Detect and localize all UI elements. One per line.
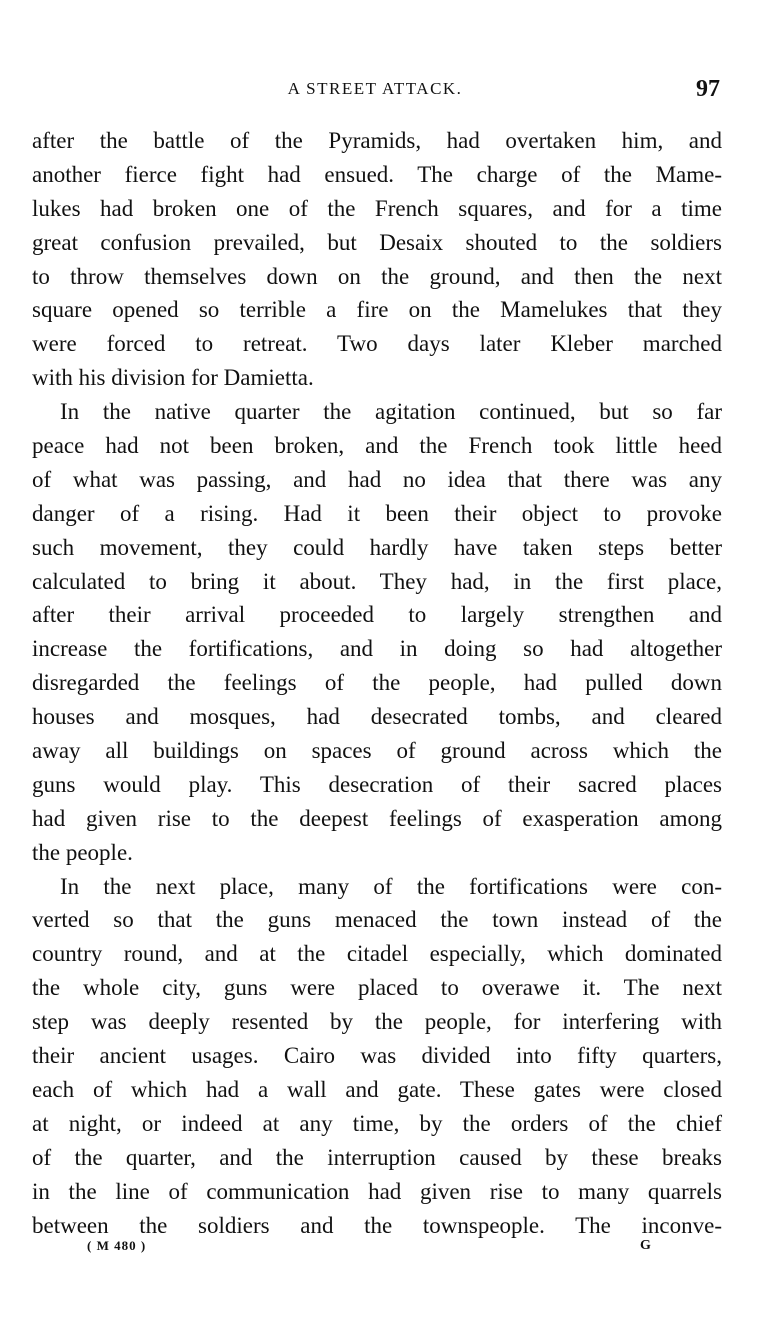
text-line: guns would play. This desecration of their sacred places — [32, 771, 722, 797]
printer-signature-mark: ( M 480 ) — [87, 1238, 147, 1253]
text-line: calculated to bring it about. They had, in the first place, — [32, 568, 722, 594]
text-line: another fierce fight had ensued. The charge of the Mame- — [32, 161, 722, 187]
text-line: In the native quarter the agitation continued, but so far — [60, 399, 722, 425]
text-line: after their arrival proceeded to largely strengthen and — [32, 602, 722, 628]
text-line: houses and mosques, had desecrated tombs, and cleared — [32, 704, 722, 730]
text-line: danger of a rising. Had it been their object to provoke — [32, 500, 722, 526]
text-line: to throw themselves down on the ground, and then the next — [32, 263, 722, 289]
text-line: in the line of communication had given rise to many quarrels — [32, 1178, 722, 1204]
text-line: step was deeply resented by the people, for interfering with — [32, 1009, 722, 1035]
text-line: were forced to retreat. Two days later Kleber marched — [32, 331, 722, 357]
text-line: after the battle of the Pyramids, had overtaken him, and — [32, 128, 722, 153]
running-head: A STREET ATTACK. — [287, 79, 463, 98]
page-footer — [32, 1238, 722, 1258]
text-line: away all buildings on spaces of ground across which the — [32, 738, 722, 764]
text-line: of what was passing, and had no idea that there was any — [32, 466, 722, 492]
text-line: disregarded the feelings of the people, had pulled down — [32, 670, 722, 696]
text-line: square opened so terrible a fire on the Mamelukes that they — [32, 297, 722, 323]
text-line: between the soldiers and the townspeople. The inconve- — [32, 1212, 722, 1238]
text-line: In the next place, many of the fortifications were con- — [60, 873, 722, 899]
text-line: great confusion prevailed, but Desaix shouted to the soldiers — [32, 229, 722, 255]
text-line: country round, and at the citadel especially, which dominated — [32, 941, 722, 967]
text-line: the whole city, guns were placed to overawe it. The next — [32, 975, 722, 1001]
page-number: 97 — [696, 76, 720, 102]
body-text — [32, 124, 722, 1242]
text-line: with his division for Damietta. — [32, 365, 314, 391]
text-line: had given rise to the deepest feelings of exasperation among — [32, 805, 722, 831]
gathering-letter: G — [640, 1238, 651, 1253]
text-line: their ancient usages. Cairo was divided into fifty quarters, — [32, 1043, 722, 1069]
text-line: lukes had broken one of the French squares, and for a time — [32, 195, 722, 221]
text-line: verted so that the guns menaced the town instead of the — [32, 907, 722, 933]
text-line: each of which had a wall and gate. These gates were closed — [32, 1076, 722, 1102]
text-line: such movement, they could hardly have taken steps better — [32, 534, 722, 560]
text-line: the people. — [32, 839, 133, 865]
text-line: at night, or indeed at any time, by the orders of the chief — [32, 1110, 722, 1136]
text-line: peace had not been broken, and the French took little heed — [32, 433, 722, 459]
page-header — [30, 74, 720, 104]
text-line: increase the fortifications, and in doing so had altogether — [32, 636, 722, 662]
text-line: of the quarter, and the interruption caused by these breaks — [32, 1144, 722, 1170]
